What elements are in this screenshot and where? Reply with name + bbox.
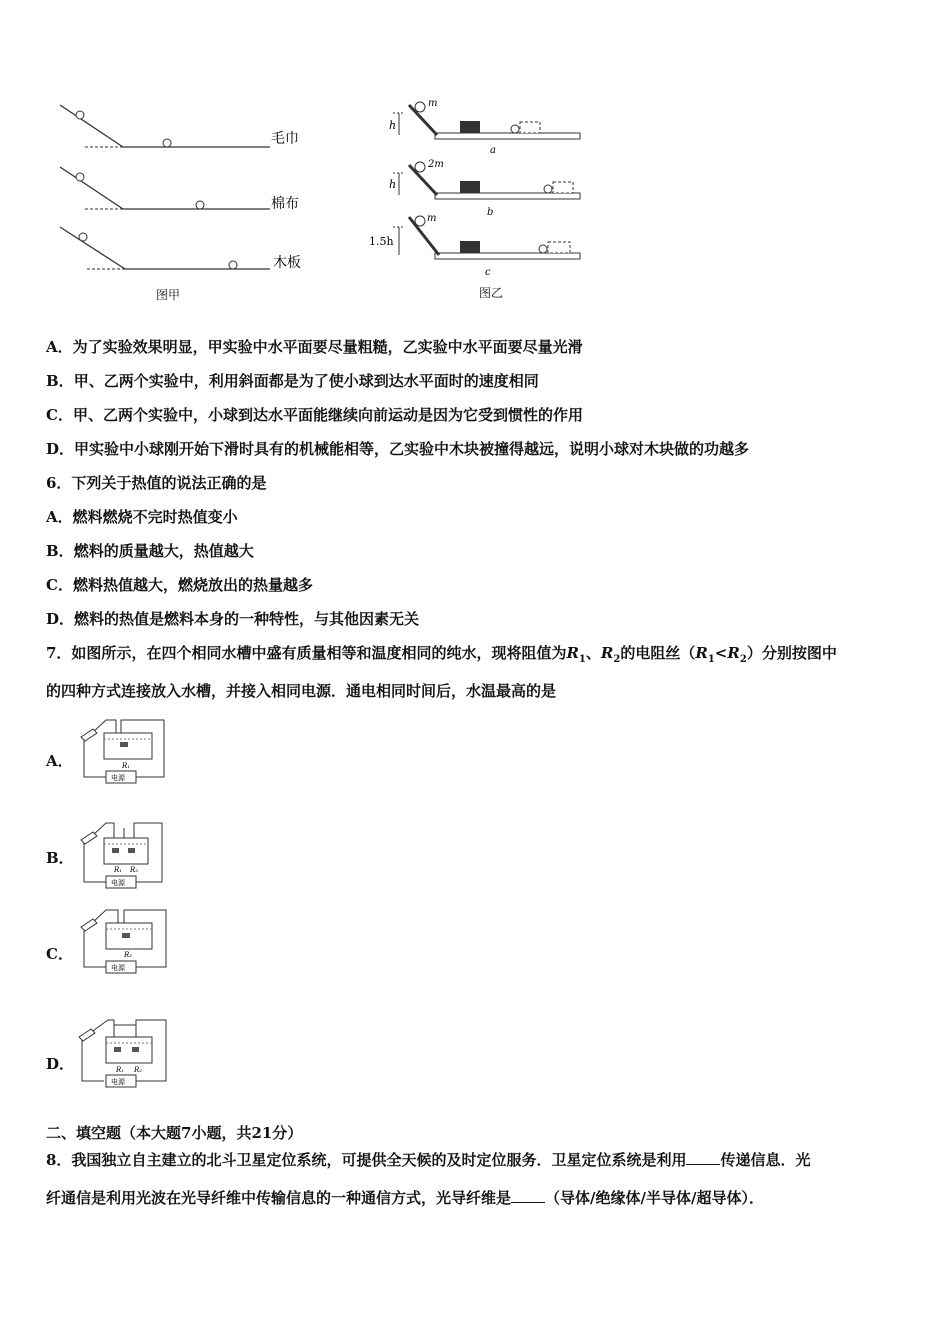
q7-option-d-letter: D． [46, 1055, 75, 1073]
height-label-b: h [389, 178, 397, 191]
q7-c-resistor-1: R₂ [124, 951, 133, 959]
figure-jia [55, 95, 335, 305]
q6-stem: 6．下列关于热值的说法正确的是 [46, 474, 267, 492]
q5-option-a: A．为了实验效果明显，甲实验中水平面要尽量粗糙，乙实验中水平面要尽量光滑 [46, 338, 583, 356]
figure-yi-caption: 图乙 [479, 286, 504, 300]
surface-label-towel: 毛巾 [271, 131, 299, 147]
q7-b-power-label: 电源 [111, 879, 125, 887]
surface-label-wood: 木板 [273, 255, 301, 271]
q7-b-resistor-2: R₂ [130, 866, 139, 874]
q5-option-d: D．甲实验中小球刚开始下滑时具有的机械能相等，乙实验中木块被撞得越远，说明小球对木块做的功越多 [46, 440, 750, 458]
q7-d-resistor-2: R₂ [134, 1066, 143, 1074]
q7-circuit-b [76, 818, 176, 890]
figure-yi-panel-c [369, 213, 580, 278]
q8-blank-2[interactable] [511, 1188, 545, 1203]
mass-label-b: 2m [428, 159, 444, 170]
q7-b-resistor-1: R₁ [114, 866, 123, 874]
section2-title: 二、填空题（本大题7小题，共21分） [46, 1124, 303, 1142]
height-label-c: 1.5h [369, 235, 394, 248]
q7-circuit-a [76, 715, 176, 787]
q7-a-resistor-1: R₁ [122, 762, 131, 770]
mass-label-a: m [428, 98, 438, 109]
q6-option-b: B．燃料的质量越大，热值越大 [46, 542, 254, 560]
q7-d-resistor-1: R₁ [116, 1066, 125, 1074]
figure-yi-panel-b [389, 159, 580, 218]
q7-stem-line2: 的四种方式连接放入水槽，并接入相同电源．通电相同时间后，水温最高的是 [46, 682, 557, 700]
q7-option-c-letter: C． [46, 945, 73, 963]
figure-jia-caption: 图甲 [156, 288, 181, 302]
q7-circuit-c [76, 905, 176, 977]
mass-label-c: m [427, 213, 437, 224]
sub-label-c: c [485, 267, 491, 278]
q7-option-b-letter: B． [46, 849, 74, 867]
sub-label-b: b [487, 207, 494, 218]
q7-a-power-label: 电源 [111, 774, 125, 782]
q8-blank-1[interactable] [686, 1150, 720, 1165]
surface-label-cotton: 棉布 [271, 196, 299, 212]
q7-d-power-label: 电源 [111, 1078, 125, 1086]
sub-label-a: a [490, 145, 496, 156]
height-label-a: h [389, 119, 397, 132]
figure-yi-panel-a [389, 98, 580, 156]
q6-option-a: A．燃料燃烧不完时热值变小 [46, 508, 238, 526]
q5-option-b: B．甲、乙两个实验中，利用斜面都是为了使小球到达水平面时的速度相同 [46, 372, 539, 390]
q6-option-c: C．燃料热值越大，燃烧放出的热量越多 [46, 576, 313, 594]
q7-option-a-letter: A． [46, 752, 73, 770]
q7-c-power-label: 电源 [111, 964, 125, 972]
q6-option-d: D．燃料的热值是燃料本身的一种特性，与其他因素无关 [46, 610, 420, 628]
q8-text: 8．我国独立自主建立的北斗卫星定位系统，可提供全天候的及时定位服务．卫星定位系统是利用 传递信息．光 纤通信是利用光波在光导纤维中传输信息的一种通信方式，光导纤维是 （导体/绝缘体/半导体/超导体）． [46, 1151, 811, 1207]
q7-circuit-d [74, 1015, 174, 1089]
q5-option-c: C．甲、乙两个实验中，小球到达水平面能继续向前运动是因为它受到惯性的作用 [46, 406, 583, 424]
q7-stem-line1: 7．如图所示，在四个相同水槽中盛有质量相等和温度相同的纯水，现将阻值为$R_1$、$R_2$的电阻丝$(R_1<R_2)$分别按图中 [46, 644, 837, 665]
figure-yi [365, 95, 595, 295]
